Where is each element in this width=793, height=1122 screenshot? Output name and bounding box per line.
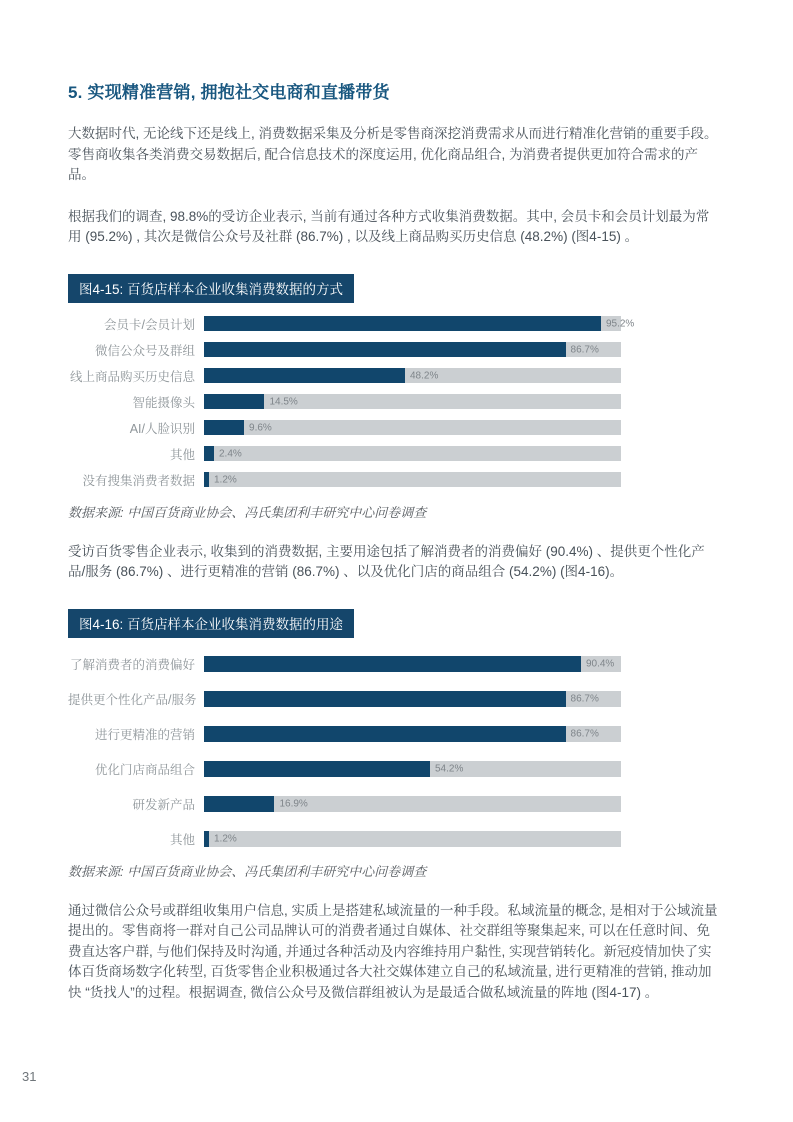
chart-row bbox=[68, 760, 721, 778]
chart-row bbox=[68, 690, 721, 708]
chart-row bbox=[68, 393, 721, 411]
bar-track bbox=[204, 394, 621, 409]
category-label: 研发新产品 bbox=[132, 797, 195, 812]
bar-track bbox=[204, 796, 621, 812]
value-label: 1.2% bbox=[214, 474, 237, 485]
category-label: 进行更精准的营销 bbox=[94, 727, 195, 742]
bar-track bbox=[204, 761, 621, 777]
figure-4-16 bbox=[68, 609, 721, 880]
figure-4-15 bbox=[68, 274, 721, 521]
value-label: 48.2% bbox=[409, 370, 439, 381]
value-label: 1.2% bbox=[214, 833, 237, 844]
bar-fill bbox=[204, 656, 581, 672]
value-label: 90.4% bbox=[585, 658, 615, 669]
value-label: 14.5% bbox=[269, 396, 298, 407]
value-label: 54.2% bbox=[435, 763, 464, 774]
paragraph-survey-methods: 根据我们的调查, 98.8%的受访企业表示, 当前有通过各种方式收集消费数据。其中, 会员卡和会员计划最为常用 (95.2%) , 其次是微信公众号及社群 (86.7%) , 以及线上商品购买历史信息 (48.2%) (图4-15) 。 bbox=[68, 208, 710, 244]
bar-fill bbox=[204, 420, 244, 435]
bar-fill bbox=[204, 342, 566, 357]
bar-fill bbox=[204, 831, 209, 847]
bar-fill bbox=[204, 394, 264, 409]
value-label: 86.7% bbox=[570, 344, 599, 355]
figure-4-16-source: 数据来源: 中国百货商业协会、冯氏集团利丰研究中心问卷调查 bbox=[68, 863, 427, 879]
paragraph-intro: 大数据时代, 无论线下还是线上, 消费数据采集及分析是零售商深挖消费需求从而进行精准化营销的重要手段。零售商收集各类消费交易数据后, 配合信息技术的深度运用, 优化商品组合, 为消费者提供更加符合需求的产品。 bbox=[68, 126, 718, 182]
category-label: 会员卡/会员计划 bbox=[104, 317, 195, 332]
category-label: 智能摄像头 bbox=[132, 395, 195, 410]
chart-row bbox=[68, 830, 721, 848]
bar-fill bbox=[204, 761, 430, 777]
category-label: AI/人脸识别 bbox=[129, 421, 195, 436]
bar-track bbox=[204, 342, 621, 357]
bar-fill bbox=[204, 368, 405, 383]
value-label: 2.4% bbox=[219, 448, 242, 459]
bar-fill bbox=[204, 472, 209, 487]
paragraph-private-traffic: 通过微信公众号或群组收集用户信息, 实质上是搭建私域流量的一种手段。私域流量的概念, 是相对于公域流量提出的。零售商将一群对自己公司品牌认可的消费者通过自媒体、社交群组等聚集起来, 可以在任意时间、免费直达客户群, 与他们保持及时沟通, 并通过各种活动及内容维持用户黏性, 实现营销转化。新冠疫情加快了实体百货商场数字化转型, 百货零售企业积极通过各大社交媒体建立自己的私域流量, 进行更精准的营销, 推动加快 “货找人”的过程。根据调查, 微信公众号及微信群组被认为是最适合做私域流量的阵地 (图4-17) 。 bbox=[68, 902, 718, 1000]
bar-fill bbox=[204, 316, 601, 331]
category-label: 微信公众号及群组 bbox=[94, 343, 195, 358]
chart-row bbox=[68, 795, 721, 813]
category-label: 其他 bbox=[169, 832, 195, 847]
bar-track bbox=[204, 472, 621, 487]
category-label: 优化门店商品组合 bbox=[94, 762, 195, 777]
value-label: 9.6% bbox=[249, 422, 272, 433]
chart-row bbox=[68, 341, 721, 359]
bar-track bbox=[204, 656, 621, 672]
chart-row bbox=[68, 315, 721, 333]
paragraph-data-uses: 受访百货零售企业表示, 收集到的消费数据, 主要用途包括了解消费者的消费偏好 (90.4%) 、提供更个性化产品/服务 (86.7%) 、进行更精准的营销 (86.7%) 、以及优化门店的商品组合 (54.2%) (图4-16)。 bbox=[68, 543, 705, 579]
figure-4-16-title: 图4-16: 百货店样本企业收集消费数据的用途 bbox=[68, 609, 354, 638]
chart-row bbox=[68, 655, 721, 673]
bar-fill bbox=[204, 796, 274, 812]
value-label: 95.2% bbox=[605, 318, 635, 329]
bar-track bbox=[204, 446, 621, 461]
chart-row bbox=[68, 419, 721, 437]
chart-row bbox=[68, 725, 721, 743]
figure-4-15-source: 数据来源: 中国百货商业协会、冯氏集团利丰研究中心问卷调查 bbox=[68, 504, 427, 520]
figure-4-15-title: 图4-15: 百货店样本企业收集消费数据的方式 bbox=[68, 274, 354, 303]
value-label: 86.7% bbox=[570, 693, 599, 704]
category-label: 了解消费者的消费偏好 bbox=[69, 657, 195, 672]
bar-chart-data-usage-purposes bbox=[68, 655, 721, 848]
bar-fill bbox=[204, 446, 214, 461]
bar-track bbox=[204, 368, 621, 383]
bar-track bbox=[204, 691, 621, 707]
chart-row bbox=[68, 367, 721, 385]
value-label: 86.7% bbox=[570, 728, 599, 739]
category-label: 其他 bbox=[169, 447, 195, 462]
bar-track bbox=[204, 831, 621, 847]
bar-track bbox=[204, 316, 635, 331]
bar-fill bbox=[204, 726, 566, 742]
bar-track bbox=[204, 726, 621, 742]
category-label: 提供更个性化产品/服务 bbox=[68, 692, 197, 707]
page-number: 31 bbox=[22, 1069, 37, 1084]
value-label: 16.9% bbox=[279, 798, 308, 809]
chart-row bbox=[68, 471, 721, 489]
bar-track bbox=[204, 420, 621, 435]
bar-fill bbox=[204, 691, 566, 707]
category-label: 没有搜集消费者数据 bbox=[82, 473, 195, 488]
chart-row bbox=[68, 445, 721, 463]
bar-chart-data-collection-methods bbox=[68, 315, 721, 489]
category-label: 线上商品购买历史信息 bbox=[69, 369, 195, 384]
section-heading: 5. 实现精准营销, 拥抱社交电商和直播带货 bbox=[68, 83, 390, 102]
